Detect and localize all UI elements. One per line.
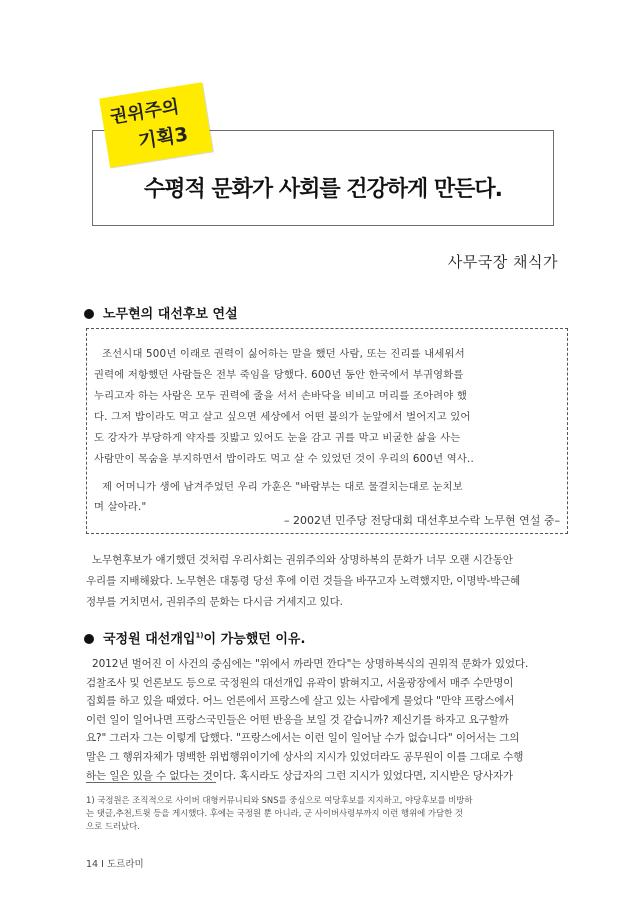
- paragraph-line: 검찰조사 및 언론보도 등으로 국정원의 대선개입 유곽이 밝혀지고, 서울광장에서 매주 수만명이: [86, 676, 514, 689]
- paragraph-line: 노무현후보가 얘기했던 것처럼 우리사회는 권위주의와 상명하복의 문화가 너무 오랜 시간동안: [92, 554, 513, 566]
- paragraph-line: 말은 그 행위자체가 명백한 위법행위이기에 상사의 지시가 있었더라도 공무원이 이를 그대로 수행: [86, 751, 524, 763]
- paragraph-line: 요?" 그러자 그는 이렇게 답했다. "프랑스에서는 이런 일이 일어날 수가 없습니다" 이어서는 그의: [86, 732, 520, 745]
- author-byline: 사무국장 채식가: [447, 253, 558, 271]
- paragraph-line: 정부를 거치면서, 권위주의 문화는 다시금 거세지고 있다.: [86, 596, 343, 608]
- quote-line: 도 강자가 부당하게 약자를 짓밟고 있어도 눈을 감고 귀를 막고 비굴한 삶을 사는: [94, 432, 461, 444]
- series-tag-label: 권위주의: [108, 96, 181, 128]
- bullet-icon: [84, 634, 94, 644]
- page-footer: [86, 856, 144, 870]
- paragraph-line: 우리를 지배해왔다. 노무현은 대통령 당선 후에 이런 것들을 바꾸고자 노력했지만, 이명박-박근혜: [86, 575, 521, 587]
- section-heading: 국정원 대선개입$^{1)}$이 가능했던 이유.: [84, 628, 305, 647]
- paragraph-line: 집회를 하고 있을 때였다. 어느 언론에서 프랑스에 살고 있는 사람에게 물었다 "만약 프랑스에서: [86, 695, 515, 708]
- quote-line: 다. 그저 밥이라도 먹고 살고 싶으면 세상에서 어떤 불의가 눈앞에서 벌어지고 있어: [94, 411, 471, 423]
- bullet-icon: [84, 309, 94, 319]
- quote-line: 조선시대 500년 이래로 권력이 싫어하는 말을 했던 사람, 또는 진리를 내세워서: [102, 348, 465, 360]
- quote-source: – 2002년 민주당 전당대회 대선후보수락 노무현 연설 중–: [284, 514, 560, 527]
- quote-line: 누리고자 하는 사람은 모두 권력에 줄을 서서 손바닥을 비비고 머리를 조아려야 했: [94, 390, 468, 402]
- paragraph-line: 하는 일은 있을 수 없다는 것이다. 혹시라도 상급자의 그런 지시가 있었다면, 지시받은 당사자가: [86, 769, 513, 782]
- footer-separator: I: [101, 859, 104, 870]
- section-heading: 노무현의 대선후보 연설: [84, 303, 238, 322]
- footnote-line: 는 댓글,추천,트윗 등을 게시했다. 후에는 국정원 뿐 아니라, 군 사이버사령부까지 이런 행위에 가담한 것: [86, 808, 463, 818]
- paragraph-line: 이런 일이 일어나면 프랑스국민들은 어떤 반응을 보일 것 같습니까? 제신기를 하자고 요구할까: [86, 713, 509, 726]
- footnote-ref: 1): [195, 631, 204, 640]
- series-tag-number: 기획3: [136, 123, 190, 153]
- quote-line: 제 어머니가 생에 남겨주었던 우리 가훈은 "바람부는 대로 물결치는대로 눈치보: [102, 481, 463, 493]
- quote-line: 며 살아라.": [94, 501, 147, 513]
- article-title: 수평적 문화가 사회를 건강하게 만든다.: [143, 177, 503, 202]
- page-number: 14: [86, 859, 99, 870]
- paragraph-line: 2012년 벌어진 이 사건의 중심에는 "위에서 까라면 깐다"는 상명하복식의 권위적 문화가 있었다.: [92, 658, 529, 670]
- quote-line: 사람만이 목숨을 부지하면서 밥이라도 먹고 살 수 있었던 것이 우리의 600년 역사..: [94, 453, 474, 465]
- footnote-line: 1) 국정원은 조직적으로 사이버 대형커뮤니티와 SNS를 중심으로 여당후보를 지지하고, 야당후보를 비방하: [86, 795, 473, 805]
- publication-name: 도르라미: [106, 859, 144, 870]
- quote-line: 권력에 저항했던 사람들은 전부 죽임을 당했다. 600년 동안 한국에서 부귀영화를: [94, 369, 464, 381]
- footnote-line: 으로 드러났다.: [86, 821, 140, 831]
